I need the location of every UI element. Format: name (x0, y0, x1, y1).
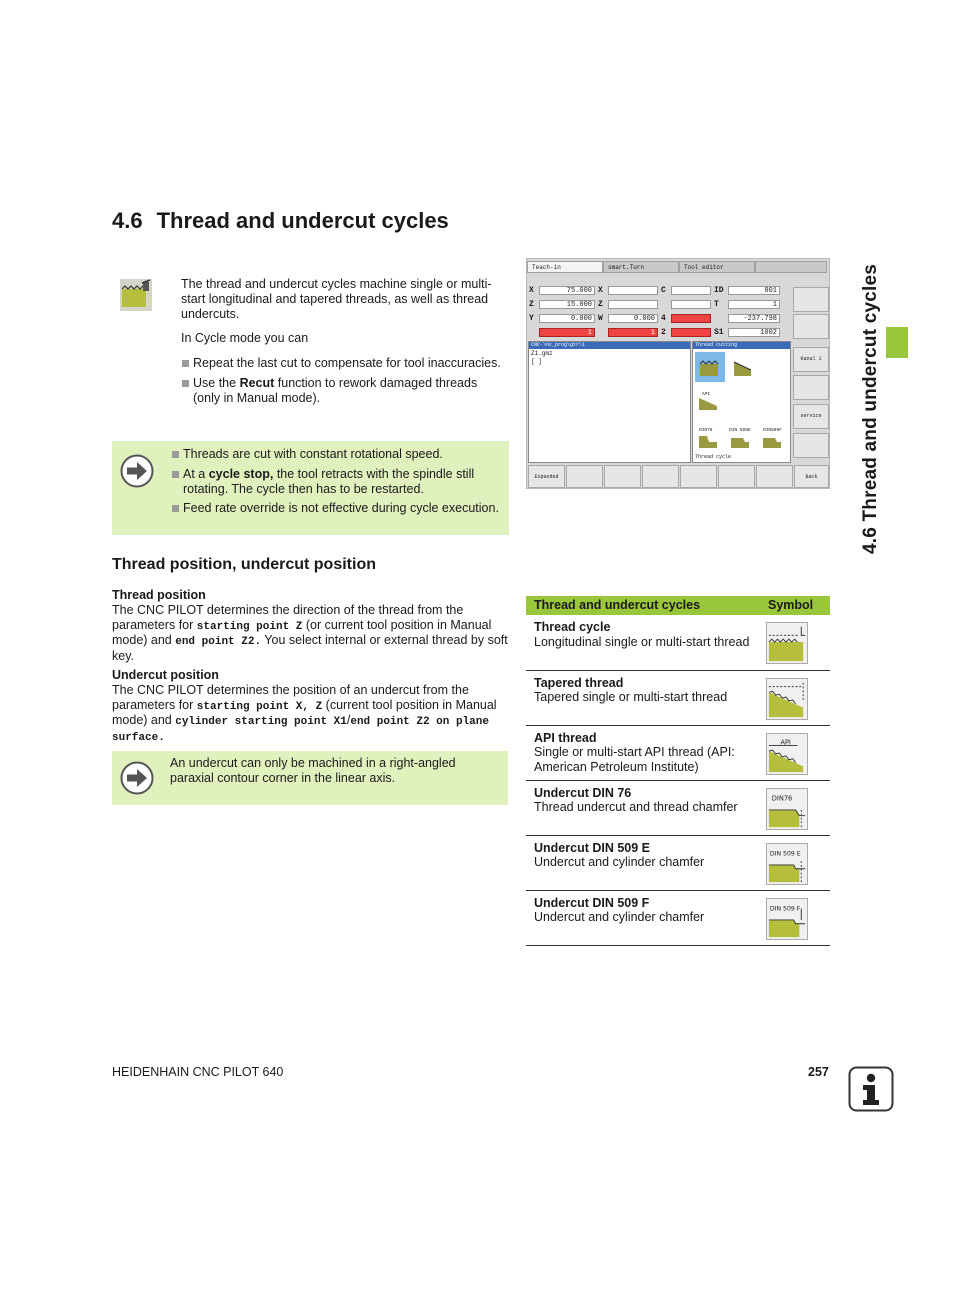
position-row: Y 0.000 W 0.000 4 -237.798 (529, 313, 791, 324)
mini-caption: API (702, 392, 711, 397)
softkey-right[interactable]: Kanal 1 (793, 347, 829, 372)
softkey-right[interactable] (793, 287, 829, 312)
softkey-bottom[interactable]: Expanded (528, 465, 565, 488)
table-row: Undercut DIN 76 Thread undercut and thread chamfer DIN76 (526, 780, 830, 835)
undercut-position-heading: Undercut position (112, 668, 219, 682)
softkey-bottom[interactable] (718, 465, 755, 488)
thread-cutting-pane: Thread cutting API DIN76 DIN 509E DIN509F Thread cycle (692, 341, 791, 463)
note-bullet: At a cycle stop, the tool retracts with the spindle still rotating. The cycle then has to be restarted. (171, 467, 501, 497)
side-tab (858, 214, 888, 554)
softkey-right[interactable] (793, 375, 829, 400)
arrow-right-icon (120, 761, 154, 795)
intro-text (181, 277, 507, 410)
screen-tab[interactable]: Tool editor (679, 261, 755, 273)
position-row: Z 15.000 Z T 1 (529, 299, 791, 310)
intro-bullet: Use the Recut function to rework damaged threads (only in Manual mode). (181, 376, 507, 406)
screen-tab[interactable]: Teach-in (527, 261, 603, 273)
intro-cycle-mode: In Cycle mode you can (181, 331, 309, 346)
table-header-symbol: Symbol (760, 596, 830, 615)
pane-footer: Thread cycle (695, 454, 732, 461)
softkey-bottom[interactable] (756, 465, 793, 488)
api-thread-icon (766, 733, 808, 775)
table-row: Undercut DIN 509 E Undercut and cylinder chamfer DIN 509 E (526, 835, 830, 890)
softkey-bottom[interactable] (604, 465, 641, 488)
softkey-bottom[interactable]: Back (794, 465, 829, 488)
mini-caption: DIN76 (699, 428, 713, 433)
arrow-right-icon (120, 454, 154, 488)
softkey-bottom[interactable] (680, 465, 717, 488)
symbol-caption: DIN 509 F (769, 904, 801, 912)
note-box (112, 751, 508, 805)
mini-caption: DIN509F (763, 428, 782, 433)
table-row: Thread cycle Longitudinal single or multi-start thread (526, 615, 830, 670)
info-icon (848, 1066, 894, 1112)
cycles-table (526, 596, 830, 946)
footer-product: HEIDENHAIN CNC PILOT 640 (112, 1065, 284, 1079)
thread-cycle-icon[interactable] (695, 352, 725, 382)
undercut-din509e-icon (766, 843, 808, 885)
page-number: 257 (808, 1065, 829, 1079)
note-bullet: Feed rate override is not effective during cycle execution. (171, 501, 501, 516)
position-row: X 75.000 X C ID 001 (529, 285, 791, 296)
thread-position-heading: Thread position (112, 588, 206, 602)
softkey-right[interactable] (793, 433, 829, 458)
mini-caption: DIN 509E (729, 428, 751, 433)
thread-cycle-mode-icon (120, 279, 152, 311)
subsection-heading: Thread position, undercut position (112, 556, 376, 573)
undercut-position-paragraph: Undercut position The CNC PILOT determines the position of an undercut from the parameters for starting point X, Z (current tool position in Manual mode) and cylinder starting point X1/end point Z2 on plane surface. (112, 668, 508, 745)
control-screenshot (526, 258, 830, 489)
screen-tab[interactable]: smart.Turn (603, 261, 679, 273)
table-row: Tapered thread Tapered single or multi-start thread (526, 670, 830, 725)
side-tab-marker (886, 327, 908, 358)
thread-cycle-icon (766, 622, 808, 664)
note-box (112, 441, 509, 535)
tapered-thread-icon (766, 678, 808, 720)
intro-bullet: Repeat the last cut to compensate for tool inaccuracies. (181, 356, 507, 371)
tapered-thread-icon[interactable] (731, 356, 755, 378)
screen-tabs (527, 261, 829, 273)
softkey-bottom[interactable] (642, 465, 679, 488)
section-title-text: Thread and undercut cycles (156, 208, 449, 233)
symbol-caption: DIN76 (771, 793, 793, 802)
table-header-cycles: Thread and undercut cycles (526, 596, 760, 615)
thread-position-paragraph: Thread position The CNC PILOT determines the direction of the thread from the parameters for starting point Z (or current tool position in Manual mode) and end point Z2. You select internal or external thread by soft key. (112, 588, 508, 664)
note-bullet: Threads are cut with constant rotational speed. (171, 447, 501, 462)
undercut-din76-icon (766, 788, 808, 830)
table-row: API thread Single or multi-start API thread (API: American Petroleum Institute) API (526, 725, 830, 780)
program-pane: CNC-\nc_prog\gtr\1 Z1.gmz [ ] (528, 341, 691, 463)
side-tab-label: 4.6 Thread and undercut cycles (860, 263, 881, 554)
position-row: 1 1 2 S1 1002 (529, 327, 791, 338)
symbol-caption: API (780, 737, 791, 746)
symbol-caption: DIN 509 E (769, 849, 801, 857)
softkey-right[interactable] (793, 314, 829, 339)
table-row: Undercut DIN 509 F Undercut and cylinder chamfer DIN 509 F (526, 890, 830, 945)
undercut-din509f-icon (766, 898, 808, 940)
intro-paragraph: The thread and undercut cycles machine single or multi-start longitudinal and tapered threads, as well as thread undercuts. (181, 277, 492, 321)
section-number: 4.6 (112, 208, 143, 233)
section-title (112, 208, 449, 234)
note-text: An undercut can only be machined in a right-angled paraxial contour corner in the linear axis. (170, 756, 456, 785)
screen-tab[interactable] (755, 261, 827, 273)
softkey-right[interactable]: service (793, 404, 829, 429)
softkey-bottom[interactable] (566, 465, 603, 488)
